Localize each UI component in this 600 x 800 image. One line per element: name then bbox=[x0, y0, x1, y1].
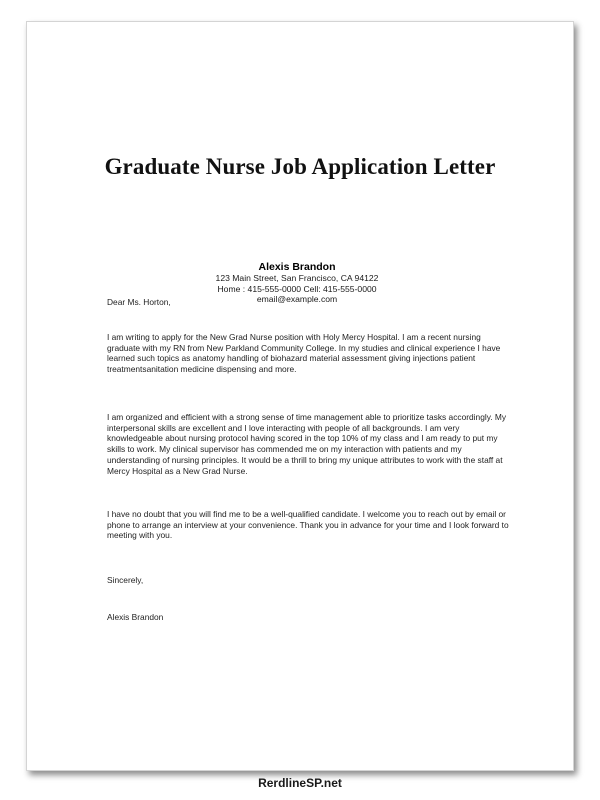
letter-page bbox=[26, 21, 574, 771]
signature-name: Alexis Brandon bbox=[107, 612, 164, 622]
sender-phones: Home : 415-555-0000 Cell: 415-555-0000 bbox=[217, 283, 377, 294]
body-paragraph-3: I have no doubt that you will find me to be a well-qualified candidate. I welcome you to reach out by email or phone to arrange an interview at your convenience. Thank you in advance for your time and I look forward to meeting with you. bbox=[107, 509, 509, 541]
letter-title: Graduate Nurse Job Application Letter bbox=[104, 154, 496, 179]
sender-name: Alexis Brandon bbox=[258, 261, 336, 273]
body-paragraph-1: I am writing to apply for the New Grad Nurse position with Holy Mercy Hospital. I am a recent nursing graduate with my RN from New Parkland Community College. In my studies and clinical experience I have learned such topics as anatomy handling of biohazard material assessment giving injections patient treatmentsanitation medicine dispensing and more. bbox=[107, 332, 501, 375]
body-paragraph-2: I am organized and efficient with a strong sense of time management able to prioritize tasks accordingly. My interpersonal skills are excellent and I love interacting with people of all backgrounds. I am very knowledgeable about nursing protocol having scored in the top 10% of my class and I am ready to put my skills to work. My clinical supervisor has commended me on my interaction with patients and my understanding of nursing principles. It would be a thrill to bring my unique attributes to work with the staff at Mercy Hospital as a New Grad Nurse. bbox=[107, 412, 507, 476]
sender-email: email@example.com bbox=[256, 294, 338, 305]
site-watermark: RerdlineSP.net bbox=[258, 776, 342, 790]
salutation: Dear Ms. Horton, bbox=[107, 297, 171, 307]
sender-address: 123 Main Street, San Francisco, CA 94122 bbox=[215, 273, 379, 283]
closing: Sincerely, bbox=[107, 575, 144, 585]
